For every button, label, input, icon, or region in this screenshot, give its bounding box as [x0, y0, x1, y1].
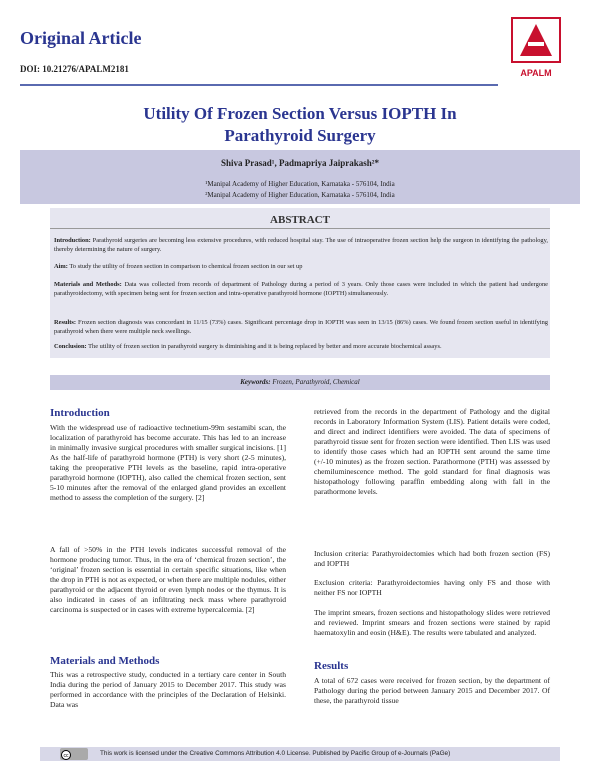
- section-label: Original Article: [20, 28, 142, 48]
- abstract-methods: Materials and Methods: Data was collected from records of department of Pathology during a period of 3 years. Only those cases were included in which the patient had undergone parathyroidectomy, with specimen being sent for frozen section and intra-operative parathyroid hormone (IOPTH) simultaneously.: [54, 281, 548, 297]
- inclusion-criteria: Inclusion criteria: Parathyroidectomies which had both frozen section (FS) and IOPTH: [314, 549, 550, 568]
- abstract-introduction: Introduction: Parathyroid surgeries are becoming less extensive procedures, with reduced hospital stay. The use of intraoperative frozen section help the surgeon in identifying the pathology, thereby determining the nature of surgery.: [54, 237, 548, 253]
- abstract-rule: [50, 228, 550, 229]
- abstract-label: Results:: [54, 319, 77, 326]
- methods-heading: Materials and Methods: [50, 655, 160, 667]
- apalm-logo: [508, 14, 564, 84]
- license-text: This work is licensed under the Creative Commons Attribution 4.0 License. Published by Pacific Group of e-Journals (PaGe): [100, 750, 451, 757]
- affiliation-2: ²Manipal Academy of Higher Education, Karnataka - 576104, India: [205, 191, 395, 199]
- abstract-label: Introduction:: [54, 237, 91, 244]
- authors: Shiva Prasad¹, Padmapriya Jaiprakash²*: [221, 158, 379, 168]
- title-line-1: Utility Of Frozen Section Versus IOPTH In: [143, 104, 457, 123]
- article-title: [0, 103, 600, 147]
- abstract-label: Materials and Methods:: [54, 281, 122, 288]
- cc-by-badge[interactable]: [60, 748, 88, 760]
- methods-paragraph-1: This was a retrospective study, conducted in a tertiary care center in South India during the period of January 2015 to December 2017. This study was performed in accordance with the principles of the Declaration of Helsinki. Data was: [50, 670, 286, 709]
- abstract-aim: Aim: To study the utility of frozen section in comparison to chemical frozen section in our set up: [54, 263, 303, 270]
- intro-paragraph-2: A fall of >50% in the PTH levels indicates successful removal of the hormone producing tumor. Thus, in the era of ‘chemical frozen section’, the ‘original’ frozen section is essential in certain specific situations, like when the drop in PTH is not as expected, or when there are multiple nodules, either parathyroid or the adjacent thyroid or even lymph nodes or the thymus. It is also indicated in cases of an infiltrating neck mass where parathyroid carcinoma is suspected or in cases with extreme hypercalcemia. [2]: [50, 545, 286, 614]
- affiliation-1: ¹Manipal Academy of Higher Education, Karnataka - 576104, India: [205, 180, 395, 188]
- exclusion-criteria: Exclusion criteria: Parathyroidectomies having only FS and those with neither FS nor IOPTH: [314, 578, 550, 597]
- doi: DOI: 10.21276/APALM2181: [20, 64, 129, 74]
- title-line-2: Parathyroid Surgery: [224, 126, 376, 145]
- abstract-conclusion: Conclusion: The utility of frozen section in parathyroid surgery is diminishing and it is being replaced by better and more accurate biochemical assays.: [54, 343, 442, 350]
- keywords-label: Keywords:: [240, 378, 271, 386]
- cc-label: cc: [63, 753, 69, 760]
- methods-paragraph-2: retrieved from the records in the department of Pathology and the digital records in Laboratory Information System (LIS). Patient details were coded, and direct and indirect identifiers were avoided. The data of specimens of parathyroid tissue sent for frozen section were identified. Then LIS was used to identify those cases which had an IOPTH sent around the same time (+/-10 minutes) as the frozen section. Parathormone (PTH) was assessed by chemiluminescence method. The gold standard for final diagnosis was histopathology following paraffin embedding along with fall in the parathormone levels.: [314, 407, 550, 496]
- abstract-heading: ABSTRACT: [270, 214, 330, 226]
- results-heading: Results: [314, 660, 349, 672]
- keywords: Keywords: Frozen, Parathyroid, Chemical: [240, 378, 360, 386]
- abstract-results: Results: Frozen section diagnosis was concordant in 11/15 (73%) cases. Significant percentage drop in IOPTH was seen in 13/15 (86%) cases. We found frozen section useful in identifying parathyroid when there were multiple neck swellings.: [54, 319, 548, 335]
- logo-text: APALM: [520, 68, 552, 78]
- methods-paragraph-3: The imprint smears, frozen sections and histopathology slides were retrieved and reviewed. Imprint smears and frozen sections were stained by rapid haematoxylin and eosin (H&E). The results were tabulated and analyzed.: [314, 608, 550, 637]
- intro-paragraph-1: With the widespread use of radioactive technetium-99m sestamibi scan, the localization of parathyroid has become accurate. This has led to an increase in minimally invasive surgical procedures with smaller surgical incisions. [1] As the half-life of parathyroid hormone (PTH) is very short (2-5 minutes), taking the preoperative PTH levels as the baseline, rapid intra-operative parathyroid hormone (IOPTH), also called the chemical frozen section, sent 5-10 minutes after the removal of the enlarged gland provides an excellent method to assess the completion of the surgery. [2]: [50, 423, 286, 502]
- abstract-label: Aim:: [54, 263, 68, 270]
- header-divider: [20, 84, 498, 86]
- results-paragraph-1: A total of 672 cases were received for frozen section, by the department of Pathology during the period between January 2015 and December 2017. Of these, the parathyroid tissue: [314, 676, 550, 705]
- intro-heading: Introduction: [50, 407, 110, 419]
- abstract-label: Conclusion:: [54, 343, 87, 350]
- cc-icon: [60, 749, 88, 761]
